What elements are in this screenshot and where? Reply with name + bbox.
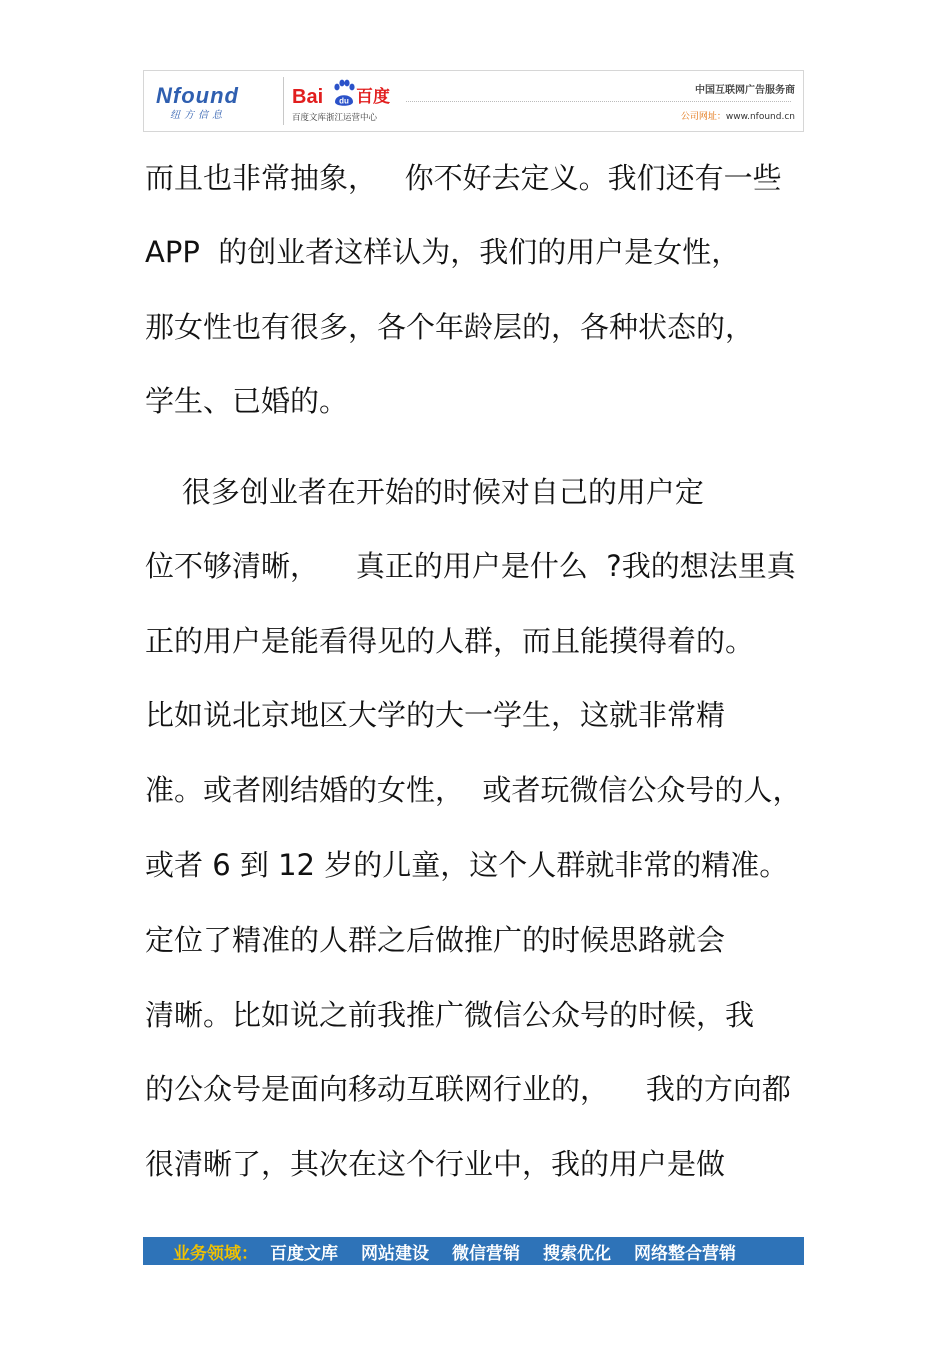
baidu-logo-bai: Bai [292, 86, 324, 108]
company-website-label: 公司网址： [680, 112, 726, 122]
business-area-item: 微信营销 [452, 1243, 520, 1264]
header-slogan: 中国互联网广告服务商 [695, 85, 795, 96]
text-line: APP 的创业者这样认为，我们的用户是女性， [145, 235, 741, 269]
baidu-paw-icon [332, 78, 356, 108]
baidu-subtitle: 百度文库浙江运营中心 [292, 113, 378, 123]
page-header-banner [143, 70, 804, 132]
nfound-logo: Nfound [156, 83, 239, 108]
text-line: 很清晰了，其次在这个行业中，我的用户是做 [145, 1147, 726, 1181]
business-area-item: 百度文库 [270, 1243, 338, 1264]
company-website-url[interactable]: www.nfound.cn [725, 112, 795, 122]
business-areas-label: 业务领域： [173, 1243, 258, 1264]
baidu-logo-cn: 百度 [356, 87, 390, 107]
baidu-logo-du: du [339, 96, 349, 106]
text-line: 或者 6 到 12 岁的儿童，这个人群就非常的精准。 [145, 848, 789, 882]
business-area-item: 网络整合营销 [634, 1243, 736, 1264]
text-line: 而且也非常抽象， 你不好去定义。我们还有一些 [145, 161, 782, 195]
text-line: 比如说北京地区大学的大一学生，这就非常精 [145, 698, 726, 732]
paragraph-start-line: 很多创业者在开始的时候对自己的用户定 [145, 475, 704, 509]
header-dotted-divider [406, 101, 791, 102]
text-line: 学生、已婚的。 [145, 384, 349, 418]
business-area-item: 网站建设 [361, 1243, 429, 1264]
nfound-logo-subtitle: 纽方信息 [170, 110, 226, 121]
company-website [681, 112, 795, 123]
text-line: 的公众号是面向移动互联网行业的， 我的方向都 [145, 1072, 791, 1106]
text-line: 准。或者刚结婚的女性， 或者玩微信公众号的人， [145, 773, 802, 807]
logo-divider [283, 77, 284, 125]
business-areas-banner [143, 1237, 804, 1265]
text-line: 正的用户是能看得见的人群，而且能摸得着的。 [145, 624, 755, 658]
text-line: 清晰。比如说之前我推广微信公众号的时候，我 [145, 998, 755, 1032]
business-area-item: 搜索优化 [543, 1243, 611, 1264]
text-line: 位不够清晰， 真正的用户是什么 ?我的想法里真 [145, 549, 796, 583]
text-line: 那女性也有很多，各个年龄层的，各种状态的， [145, 310, 755, 344]
text-line: 定位了精准的人群之后做推广的时候思路就会 [145, 923, 726, 957]
